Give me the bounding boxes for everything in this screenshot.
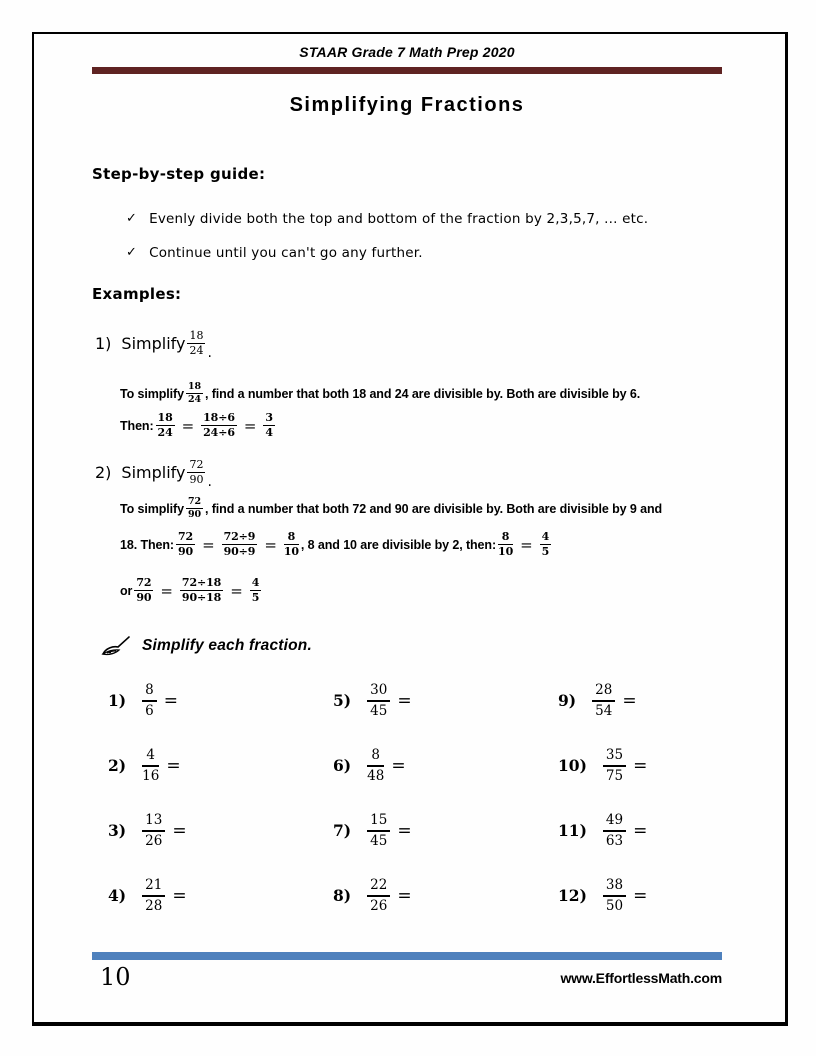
period: . xyxy=(207,473,212,490)
fraction: $\frac{35}{75}$ xyxy=(603,747,626,783)
example-2-title xyxy=(95,458,212,490)
fraction: $\frac{28}{54}$ xyxy=(592,682,615,718)
equals-sign: = xyxy=(520,535,533,554)
example-1-title xyxy=(95,329,212,361)
fraction: $\frac{4}{16}$ xyxy=(142,747,160,784)
equals-sign: = xyxy=(230,581,243,600)
problem-4 xyxy=(108,863,333,928)
fraction: $\frac{4}{5}$ xyxy=(541,530,550,558)
fraction: $\frac{18}{24}$ xyxy=(157,411,173,439)
fraction: $\frac{72\div 18}{90\div 18}$ xyxy=(181,576,222,604)
problem-number: 5) xyxy=(333,691,352,710)
period: . xyxy=(207,344,212,361)
guide-bullet-text: Continue until you can't go any further. xyxy=(149,245,423,261)
fraction: $\frac{18}{24}$ xyxy=(187,381,201,405)
example-2-work-line-2: or $\frac{72}{90}$ = $\frac{72\div 18}{90\div 18}$ = $\frac{4}{5}$ xyxy=(120,576,260,604)
problem-10 xyxy=(558,733,728,798)
example-prompt: Simplify xyxy=(121,463,186,483)
equals-sign: = xyxy=(633,885,648,906)
fraction: $\frac{72}{90}$ xyxy=(177,530,194,558)
fraction: $\frac{8}{10}$ xyxy=(498,530,514,558)
website-url: www.EffortlessMath.com xyxy=(560,970,722,986)
fraction: $\frac{72}{90}$ xyxy=(136,576,152,604)
problem-2 xyxy=(108,733,333,798)
fraction: $\frac{8}{6}$ xyxy=(142,682,157,718)
problem-number: 12) xyxy=(558,886,587,905)
example-prompt: Simplify xyxy=(121,334,186,354)
equals-sign: = xyxy=(397,820,412,841)
problem-12 xyxy=(558,863,728,928)
equals-sign: = xyxy=(172,885,187,906)
fraction: $\frac{18\div 6}{24\div 6}$ xyxy=(203,411,235,439)
equals-sign: = xyxy=(622,690,637,711)
problem-9 xyxy=(558,668,728,733)
equals-sign: = xyxy=(163,690,178,711)
problem-number: 3) xyxy=(108,821,127,840)
page-title: Simplifying Fractions xyxy=(289,94,525,116)
equals-sign: = xyxy=(166,755,181,776)
fraction: $\frac{22}{26}$ xyxy=(367,877,390,913)
problem-7 xyxy=(333,798,558,863)
fraction: $\frac{3}{4}$ xyxy=(265,411,273,439)
fraction: $\frac{13}{26}$ xyxy=(142,812,165,848)
problem-number: 2) xyxy=(108,756,127,775)
guide-bullet-text: Evenly divide both the top and bottom of the fraction by 2,3,5,7, ... etc. xyxy=(149,211,649,227)
fraction: $\frac{8}{10}$ xyxy=(283,530,299,558)
footer-rule xyxy=(92,952,722,960)
fraction: $\frac{4}{5}$ xyxy=(251,576,260,604)
equals-sign: = xyxy=(391,755,406,776)
problem-number: 6) xyxy=(333,756,352,775)
equals-sign: = xyxy=(160,581,173,600)
equals-sign: = xyxy=(397,690,412,711)
fraction: $\frac{21}{28}$ xyxy=(142,877,165,913)
guide-heading: Step-by-step guide: xyxy=(92,165,266,183)
problem-5 xyxy=(333,668,558,733)
example-2-explanation: To simplify $\frac{72}{90}$ , find a number that both 72 and 90 are divisible by. Both are divisible by 9 and xyxy=(120,496,663,520)
example-1-explanation: To simplify $\frac{18}{24}$ , find a number that both 18 and 24 are divisible by. Both are divisible by 6. xyxy=(120,381,641,405)
pencil-icon xyxy=(100,634,132,658)
problem-number: 11) xyxy=(558,821,587,840)
guide-bullet-1 xyxy=(126,211,648,227)
problem-6 xyxy=(333,733,558,798)
problem-3 xyxy=(108,798,333,863)
fraction: $\frac{49}{63}$ xyxy=(603,812,626,848)
booklet-title: STAAR Grade 7 Math Prep 2020 xyxy=(299,44,515,60)
problem-1 xyxy=(108,668,333,733)
equals-sign: = xyxy=(202,535,215,554)
directions-text: Simplify each fraction. xyxy=(142,637,312,654)
fraction: $\frac{72}{90}$ xyxy=(189,458,204,486)
fraction: $\frac{38}{50}$ xyxy=(603,877,626,913)
problem-number: 4) xyxy=(108,886,127,905)
problems-grid xyxy=(108,668,728,928)
fraction: $\frac{18}{24}$ xyxy=(189,329,204,357)
problem-number: 10) xyxy=(558,756,587,775)
equals-sign: = xyxy=(633,820,648,841)
fraction: $\frac{15}{45}$ xyxy=(367,812,390,848)
fraction: $\frac{72}{90}$ xyxy=(187,496,201,520)
fraction: $\frac{30}{45}$ xyxy=(367,682,390,718)
example-number: 1) xyxy=(95,334,112,354)
equals-sign: = xyxy=(264,535,277,554)
problem-8 xyxy=(333,863,558,928)
problem-number: 8) xyxy=(333,886,352,905)
example-1-work: Then: $\frac{18}{24}$ = $\frac{18\div 6}{24\div 6}$ = $\frac{3}{4}$ xyxy=(120,411,273,439)
problem-number: 9) xyxy=(558,691,577,710)
guide-bullet-2 xyxy=(126,245,423,261)
equals-sign: = xyxy=(397,885,412,906)
equals-sign: = xyxy=(181,416,195,435)
problem-11 xyxy=(558,798,728,863)
checkmark-icon: ✓ xyxy=(126,211,138,226)
page-number: 10 xyxy=(100,963,131,991)
equals-sign: = xyxy=(243,416,257,435)
example-2-work-line-1: 18. Then: $\frac{72}{90}$ = $\frac{72\div 9}{90\div 9}$ = $\frac{8}{10}$ , 8 and 10 are divisible by 2, then: $\frac{8}{10}$ = $\frac{4}{5}$ xyxy=(120,530,550,558)
equals-sign: = xyxy=(172,820,187,841)
equals-sign: = xyxy=(633,755,648,776)
header-rule xyxy=(92,67,722,74)
directions-row xyxy=(100,634,312,658)
fraction: $\frac{72\div 9}{90\div 9}$ xyxy=(223,530,256,558)
problem-number: 7) xyxy=(333,821,352,840)
example-number: 2) xyxy=(95,463,112,483)
problem-number: 1) xyxy=(108,691,127,710)
fraction: $\frac{8}{48}$ xyxy=(367,747,385,784)
checkmark-icon: ✓ xyxy=(126,245,138,260)
examples-heading: Examples: xyxy=(92,285,182,303)
